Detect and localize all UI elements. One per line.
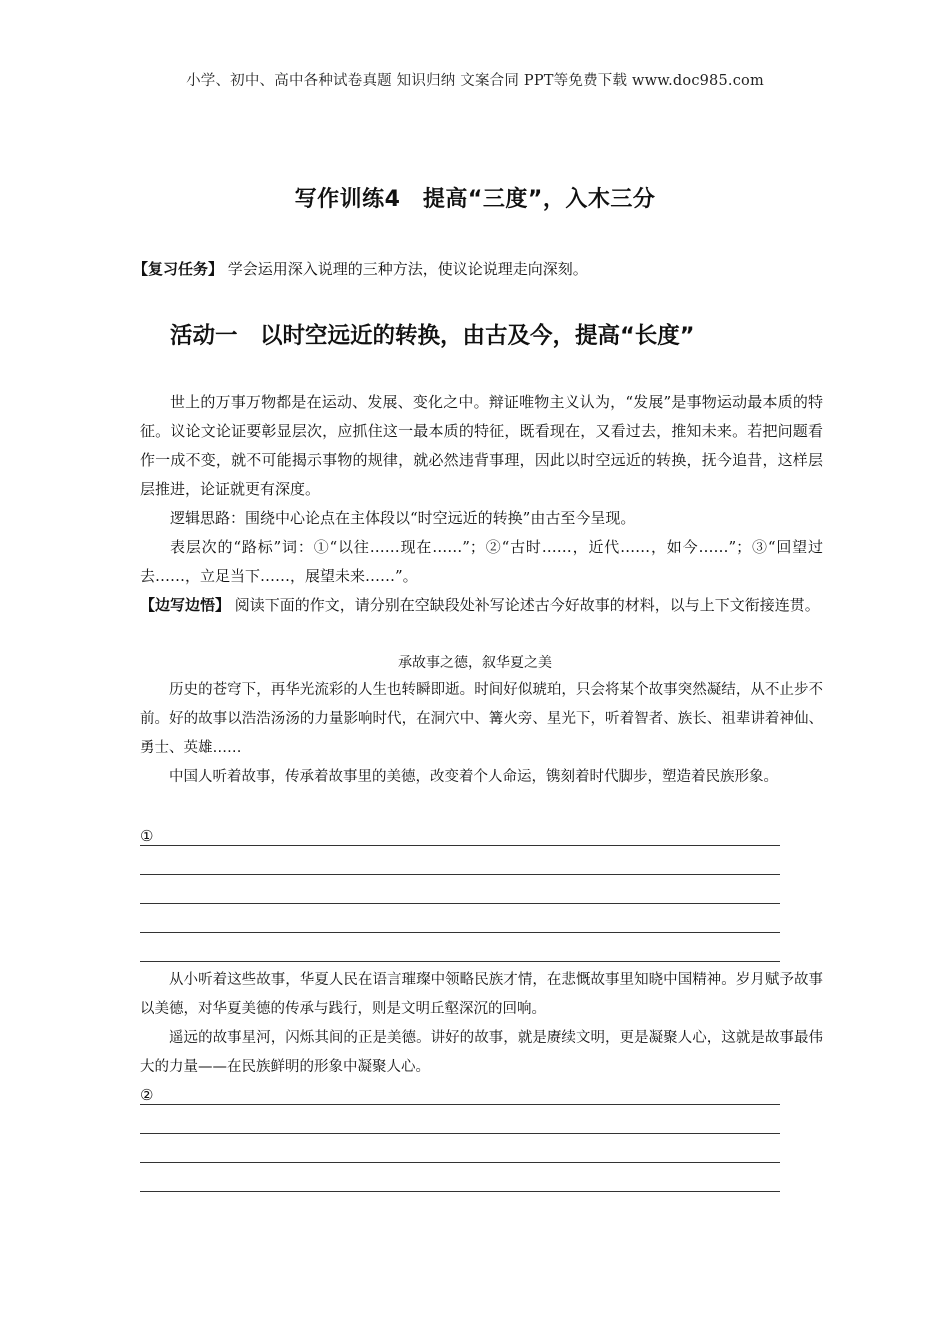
margin-task-text: 阅读下面的作文，请分别在空缺段处补写论述古今好故事的材料，以与上下文衔接连贯。 — [234, 596, 820, 614]
answer-line[interactable] — [140, 817, 780, 846]
activity-body — [140, 388, 823, 620]
answer-line[interactable] — [140, 1163, 780, 1192]
answer-line[interactable] — [140, 904, 780, 933]
page-header: 小学、初中、高中各种试卷真题 知识归纳 文案合同 PPT等免费下载 www.doc985.com — [186, 73, 764, 89]
review-task — [133, 258, 823, 279]
answer-line[interactable] — [140, 1105, 780, 1134]
activity-heading: 活动一 以时空远近的转换，由古及今，提高“长度” — [170, 323, 695, 349]
essay-title: 承故事之德，叙华夏之美 — [398, 655, 552, 671]
blank-marker-2: ② — [140, 1086, 154, 1104]
review-task-text: 学会运用深入说理的三种方法，使议论说理走向深刻。 — [227, 260, 588, 278]
blank-marker-1: ① — [140, 827, 154, 845]
essay-paragraph-1: 历史的苍穹下，再华光流彩的人生也转瞬即逝。时间好似琥珀，只会将某个故事突然凝结，从不止步不前。好的故事以浩浩汤汤的力量影响时代，在洞穴中、篝火旁、星光下，听着智者、族长、祖辈讲着神仙、勇士、英雄…… — [140, 682, 823, 756]
review-task-label: 【复习任务】 — [133, 260, 224, 278]
essay-part1 — [140, 676, 823, 792]
essay-part2 — [140, 966, 823, 1082]
intro-paragraph: 世上的万事万物都是在运动、发展、变化之中。辩证唯物主义认为，“发展”是事物运动最本质的特征。议论文论证要彰显层次，应抓住这一最本质的特征，既看现在，又看过去，推知未来。若把问题看作一成不变，就不可能揭示事物的规律，就必然违背事理，因此以时空远近的转换，抚今追昔，这样层层推进，论证就更有深度。 — [140, 393, 823, 498]
essay-paragraph-2: 中国人听着故事，传承着故事里的美德，改变着个人命运，镌刻着时代脚步，塑造着民族形象。 — [169, 769, 778, 785]
margin-task-label: 【边写边悟】 — [140, 596, 231, 614]
answer-line[interactable] — [140, 846, 780, 875]
answer-line[interactable] — [140, 933, 780, 962]
essay-paragraph-4: 遥远的故事星河，闪烁其间的正是美德。讲好的故事，就是赓续文明，更是凝聚人心，这就是故事最伟大的力量——在民族鲜明的形象中凝聚人心。 — [140, 1030, 823, 1075]
answer-line[interactable] — [140, 1076, 780, 1105]
signposts-paragraph: 表层次的“路标”词：①“以往……现在……”；②“古时……，近代……，如今……”；③“回望过去……，立足当下……，展望未来……”。 — [140, 538, 823, 585]
logic-paragraph: 逻辑思路：围绕中心论点在主体段以“时空远近的转换”由古至今呈现。 — [170, 509, 636, 527]
answer-area-2[interactable] — [140, 1076, 780, 1192]
answer-line[interactable] — [140, 875, 780, 904]
answer-line[interactable] — [140, 1134, 780, 1163]
essay-paragraph-3: 从小听着这些故事，华夏人民在语言璀璨中领略民族才情，在悲慨故事里知晓中国精神。岁月赋予故事以美德，对华夏美德的传承与践行，则是文明丘壑深沉的回响。 — [140, 972, 823, 1017]
margin-task — [140, 591, 823, 620]
answer-area-1[interactable] — [140, 817, 780, 962]
page-title: 写作训练4 提高“三度”，入木三分 — [294, 187, 656, 212]
